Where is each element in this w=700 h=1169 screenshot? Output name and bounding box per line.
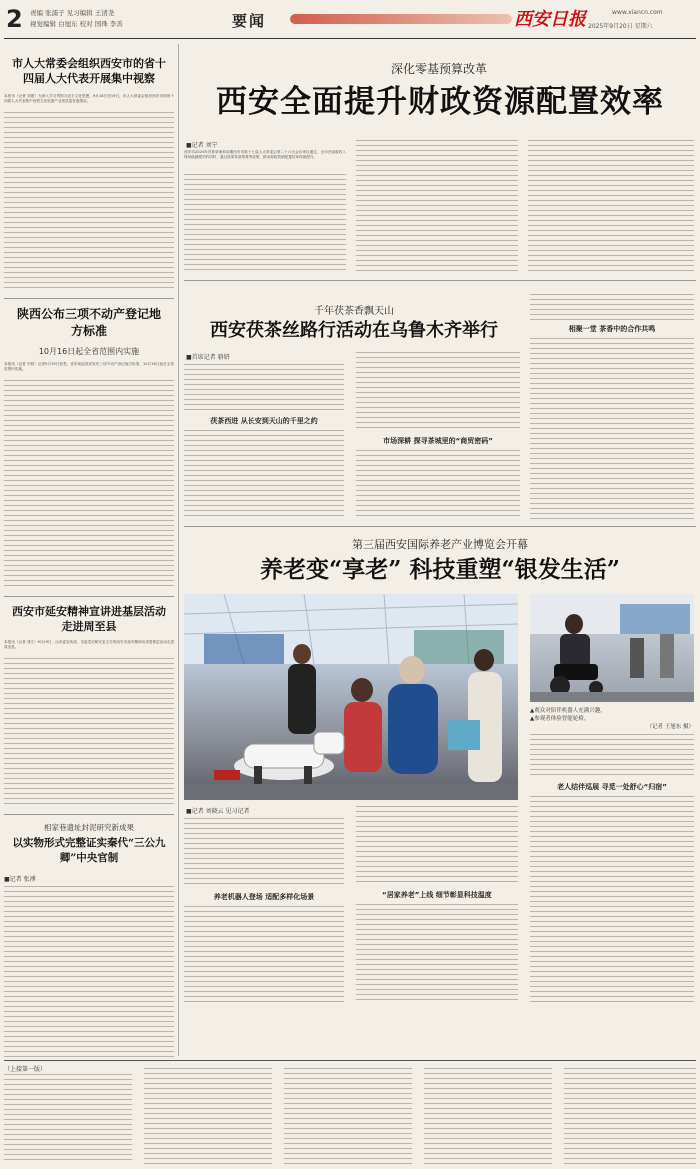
tea-body-col1 bbox=[184, 364, 344, 412]
article-4-kicker: 相家巷遗址封泥研究新成果 bbox=[44, 823, 134, 832]
article-4-title: 以实物形式完整证实秦代“三公九卿”中央官制 bbox=[12, 837, 166, 864]
expo-kicker: 第三届西安国际养老产业博览会开幕 bbox=[352, 538, 528, 551]
divider bbox=[184, 526, 696, 527]
tea-body-col3 bbox=[530, 294, 694, 322]
section-label: 要闻 bbox=[232, 12, 267, 30]
expo-photo-scene bbox=[184, 594, 518, 800]
main-intro: 西安市2024年决算草案和前期西安市第十七届人大常委会第二十六次会议审议通过，全市在财政收入保持稳健增长的同时，通过改革零基预算等政策，推动财政资源配置效率持续提升。 bbox=[184, 150, 346, 160]
main-kicker: 深化零基预算改革 bbox=[390, 62, 487, 76]
expo-body-col1b bbox=[184, 906, 344, 1002]
expo-photo-side bbox=[530, 594, 694, 702]
tea-kicker: 千年茯茶香飘天山 bbox=[314, 306, 394, 317]
masthead bbox=[0, 0, 700, 40]
bottom-col-2 bbox=[144, 1068, 272, 1164]
article-4-byline: ■记者 张溥 bbox=[4, 876, 36, 883]
tea-byline: ■首席记者 骆妍 bbox=[186, 354, 230, 361]
article-1-body bbox=[4, 112, 174, 292]
article-2-body bbox=[4, 380, 174, 590]
expo-subhead-3: 老人结伴巡展 寻觅一处舒心“归宿” bbox=[557, 783, 667, 791]
main-body-col2 bbox=[356, 140, 518, 274]
photo-credit: （记者 王旭东 摄） bbox=[646, 724, 694, 730]
article-2-title: 陕西公布三项不动产登记地方标准 bbox=[16, 307, 161, 338]
article-2-intro: 本报讯（记者 冯程）记者9月19日获悉，省市场监管局发布三项不动产登记地方标准，10月16日起在全省范围内实施。 bbox=[4, 362, 174, 372]
divider bbox=[184, 280, 696, 281]
article-3-body bbox=[4, 658, 174, 808]
bottom-col-5 bbox=[564, 1068, 696, 1164]
expo-byline: ■记者 刘晓云 见习记者 bbox=[186, 808, 250, 815]
logo: 西安日报 bbox=[514, 9, 586, 30]
bottom-col-3 bbox=[284, 1068, 412, 1164]
header-rule bbox=[4, 38, 696, 39]
main-article bbox=[184, 44, 696, 276]
tea-title: 西安茯茶丝路行活动在乌鲁木齐举行 bbox=[210, 320, 498, 341]
issue-date: 2025年9月20日 星期六 bbox=[588, 23, 653, 30]
bottom-col-1 bbox=[4, 1074, 132, 1164]
article-2-subtitle: 10月16日起全省范围内实施 bbox=[38, 347, 140, 356]
left-column bbox=[4, 44, 174, 1060]
website: www.xiancn.com bbox=[612, 9, 663, 16]
main-title: 西安全面提升财政资源配置效率 bbox=[216, 84, 664, 120]
article-3-intro: 本报讯（记者 刘江）9月19日，由市委宣传部、市委党史研究室主办的西安市延安精神宣讲进基层活动走进周至县。 bbox=[4, 640, 174, 650]
photo-caption-1: ▲观众对陪伴机器人充满兴趣。 bbox=[530, 708, 606, 714]
article-4-body bbox=[4, 886, 174, 1058]
tea-subhead-2: 市场深耕 探寻茶城里的“商贸密码” bbox=[383, 437, 493, 445]
tea-subhead-3: 相聚一堂 茶香中的合作共鸣 bbox=[568, 325, 656, 333]
expo-subhead-2: “居家养老”上线 细节彰显科技温度 bbox=[382, 891, 492, 899]
expo-body-col3b bbox=[530, 796, 694, 1002]
expo-body-col3a bbox=[530, 734, 694, 778]
expo-article bbox=[184, 530, 696, 1060]
tea-body-col1b bbox=[184, 430, 344, 520]
wheelchair-scene bbox=[530, 594, 694, 702]
main-body-col3 bbox=[528, 140, 694, 274]
continued-label: （上接第一版） bbox=[4, 1066, 47, 1073]
divider bbox=[4, 298, 174, 299]
main-body-col1 bbox=[184, 174, 346, 274]
bottom-col-4 bbox=[424, 1068, 552, 1164]
divider bbox=[4, 814, 174, 815]
divider bbox=[4, 596, 174, 597]
main-byline: ■记者 刘宁 bbox=[186, 142, 218, 149]
tea-article bbox=[184, 284, 696, 522]
photo-caption-2: ▲参观者体验智能轮椅。 bbox=[530, 716, 590, 722]
editors-line-2: 视觉编辑 白旭东 校对 国珠 李善 bbox=[30, 20, 123, 28]
bottom-continued bbox=[4, 1064, 696, 1166]
tea-body-col3b bbox=[530, 338, 694, 520]
article-3-title: 西安市延安精神宣讲进基层活动走进周至县 bbox=[12, 605, 166, 633]
tea-body-col2 bbox=[356, 352, 520, 432]
editors-line-1: 责编 张濡子 见习编辑 王清尧 bbox=[30, 9, 115, 17]
tea-subhead-1: 茯茶西进 从长安到天山的千里之约 bbox=[210, 417, 318, 425]
expo-photo-main bbox=[184, 594, 518, 800]
column-separator bbox=[178, 44, 179, 1056]
expo-title: 养老变“享老” 科技重塑“银发生活” bbox=[260, 556, 620, 583]
article-1-title: 市人大常委会组织西安市的省十四届人大代表开展集中视察 bbox=[12, 57, 166, 85]
expo-body-col2a bbox=[356, 806, 518, 886]
tea-body-col2b bbox=[356, 450, 520, 520]
page-number: 2 bbox=[6, 5, 23, 33]
expo-body-col1a bbox=[184, 818, 344, 888]
expo-subhead-1: 养老机器人登场 适配多样化场景 bbox=[213, 893, 315, 901]
article-1-intro: 本报讯（记者 刘建）为深入学习贯彻习近平文化思想，9月18日至19日，市人大常委会组织西安市的省十四届人大代表集中视察文化旅游产业高质量发展情况。 bbox=[4, 94, 174, 104]
bottom-divider bbox=[4, 1060, 696, 1061]
header-red-bar bbox=[290, 14, 512, 24]
expo-body-col2b bbox=[356, 904, 518, 1002]
